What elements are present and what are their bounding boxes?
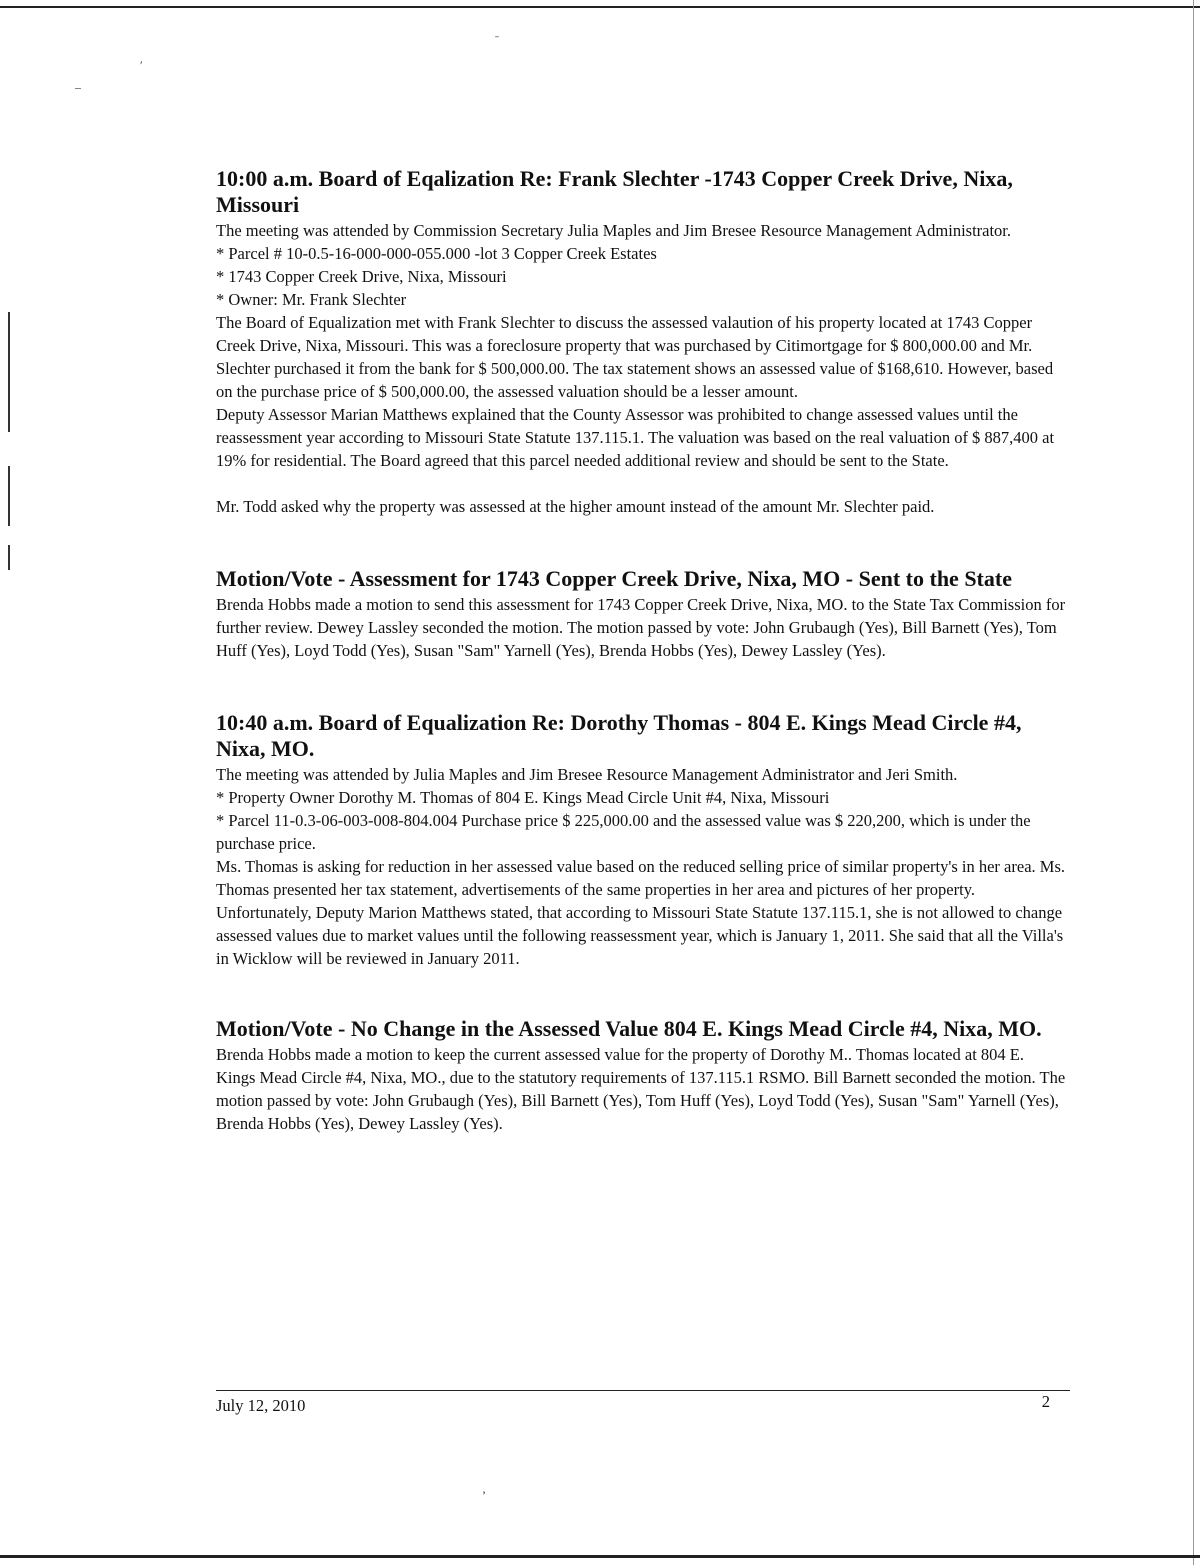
section-heading: Motion/Vote - No Change in the Assessed Value 804 E. Kings Mead Circle #4, Nixa, MO. (216, 1016, 1042, 1041)
page-number: 2 (1041, 1392, 1050, 1411)
paragraph: Brenda Hobbs made a motion to keep the current assessed value for the property of Dorothy M.. Thomas located at 804 E. Kings Mead Circle #4, Nixa, MO., due to the statutory requirements of 137.115.1 RSMO. Bill Barnett seconded the motion. The motion passed by vote: John Grubaugh (Yes), Bill Barnett (Yes), Tom Huff (Yes), Loyd Todd (Yes), Susan "Sam" Yarnell (Yes), Brenda Hobbs (Yes), Dewey Lassley (Yes). (216, 1045, 1066, 1133)
paragraph: Mr. Todd asked why the property was assessed at the higher amount instead of the amount Mr. Slechter paid. (216, 497, 935, 516)
owner-line: * Property Owner Dorothy M. Thomas of 804 E. Kings Mead Circle Unit #4, Nixa, Missouri (216, 788, 830, 807)
section-heading: 10:00 a.m. Board of Eqalization Re: Frank Slechter -1743 Copper Creek Drive, Nixa, Missouri (216, 166, 1013, 217)
scan-speck: – (75, 80, 81, 94)
minutes-content (216, 166, 1066, 1135)
paragraph: Deputy Assessor Marian Matthews explained that the County Assessor was prohibited to change assessed values until the reassessment year according to Missouri State Statute 137.115.1. The valuation was based on the real valuation of $ 887,400 at 19% for residential. The Board agreed that this parcel needed additional review and should be sent to the State. (216, 405, 1055, 470)
top-border-line (0, 6, 1200, 8)
paragraph: Unfortunately, Deputy Marion Matthews stated, that according to Missouri State Statute 137.115.1, she is not allowed to change assessed values due to market values until the following reassessment year, which is January 1, 2011. She said that all the Villa's in Wicklow will be reviewed in January 2011. (216, 903, 1064, 968)
section-slechter-motion (216, 566, 1066, 662)
paragraph: Ms. Thomas is asking for reduction in her assessed value based on the reduced selling price of similar property's in her area. Ms. Thomas presented her tax statement, advertisements of the same properties in her area and pictures of her property. (216, 857, 1065, 899)
section-heading: 10:40 a.m. Board of Equalization Re: Dorothy Thomas - 804 E. Kings Mead Circle #4, Nixa, MO. (216, 710, 1022, 761)
parcel-line: * Parcel 11-0.3-06-003-008-804.004 Purchase price $ 225,000.00 and the assessed value was $ 220,200, which is under the purchase price. (216, 811, 1031, 853)
paragraph: The meeting was attended by Julia Maples and Jim Bresee Resource Management Administrator and Jeri Smith. (216, 765, 958, 784)
scan-margin-mark (8, 466, 10, 526)
right-scan-edge (1193, 0, 1194, 1565)
section-slechter-hearing (216, 166, 1066, 518)
bottom-border-line (0, 1555, 1200, 1558)
paragraph: The meeting was attended by Commission Secretary Julia Maples and Jim Bresee Resource Management Administrator. (216, 221, 1012, 240)
scan-speck: ˗ (495, 28, 499, 42)
owner-line: * Owner: Mr. Frank Slechter (216, 290, 407, 309)
scan-margin-mark (8, 545, 10, 570)
page-footer (216, 1390, 1070, 1415)
scan-speck: ’ (482, 1488, 486, 1502)
section-thomas-hearing (216, 710, 1066, 970)
address-line: * 1743 Copper Creek Drive, Nixa, Missouri (216, 267, 507, 286)
section-heading: Motion/Vote - Assessment for 1743 Copper Creek Drive, Nixa, MO - Sent to the State (216, 566, 1012, 591)
parcel-line: * Parcel # 10-0.5-16-000-000-055.000 -lot 3 Copper Creek Estates (216, 244, 657, 263)
scan-margin-mark (8, 312, 10, 432)
footer-date: July 12, 2010 (216, 1396, 306, 1415)
section-thomas-motion (216, 1016, 1066, 1135)
paragraph: The Board of Equalization met with Frank Slechter to discuss the assessed valaution of his property located at 1743 Copper Creek Drive, Nixa, Missouri. This was a foreclosure property that was purchased by Citimortgage for $ 800,000.00 and Mr. Slechter purchased it from the bank for $ 500,000.00. The tax statement shows an assessed value of $168,610. However, based on the purchase price of $ 500,000.00, the assessed valuation should be a lesser amount. (216, 313, 1054, 401)
scan-speck: ′ (140, 58, 143, 72)
paragraph: Brenda Hobbs made a motion to send this assessment for 1743 Copper Creek Drive, Nixa, MO. to the State Tax Commission for further review. Dewey Lassley seconded the motion. The motion passed by vote: John Grubaugh (Yes), Bill Barnett (Yes), Tom Huff (Yes), Loyd Todd (Yes), Susan "Sam" Yarnell (Yes), Brenda Hobbs (Yes), Dewey Lassley (Yes). (216, 595, 1066, 660)
